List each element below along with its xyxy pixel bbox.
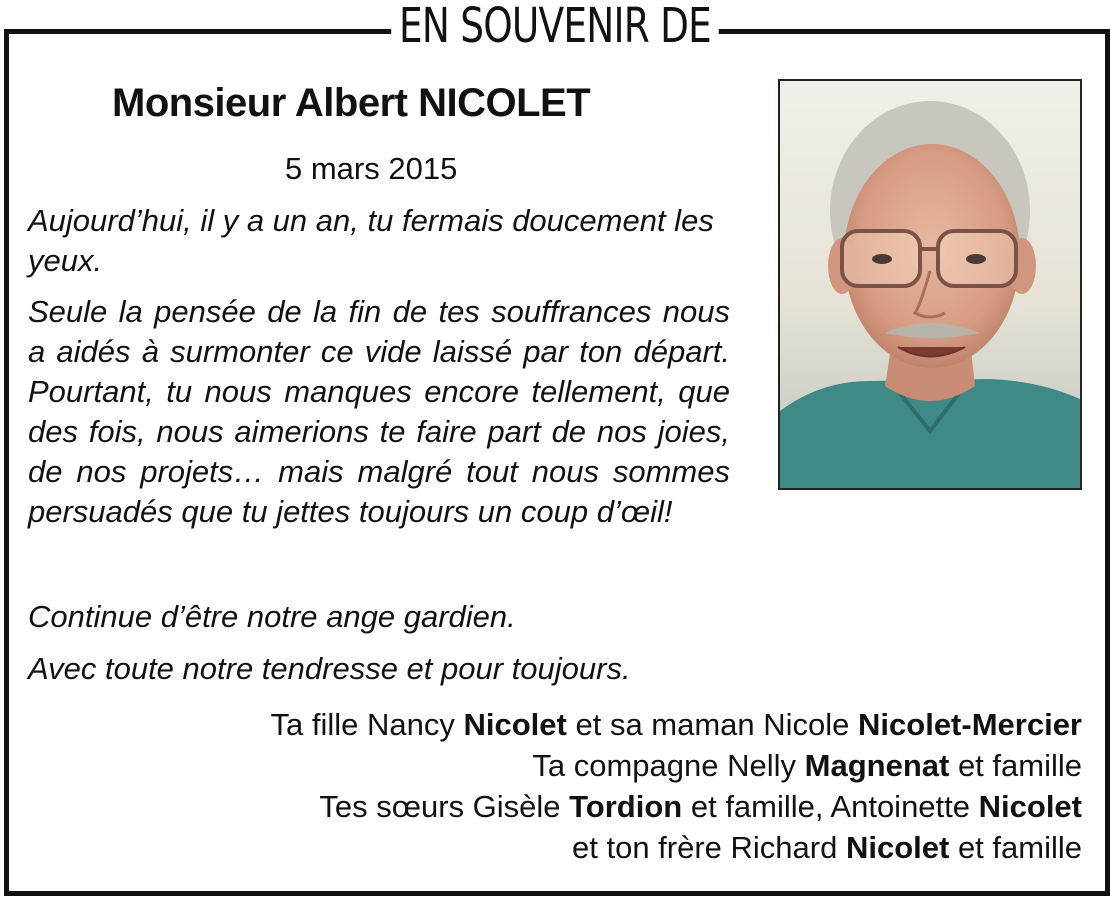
signature-line-3: Tes sœurs Gisèle Tordion et famille, Antoinette Nicolet [319, 789, 1082, 824]
signature-line-1: Ta fille Nancy Nicolet et sa maman Nicole Nicolet-Mercier [270, 707, 1082, 742]
signature-line-4: et ton frère Richard Nicolet et famille [572, 830, 1082, 865]
portrait-photo [778, 79, 1082, 490]
paragraph-2: Seule la pensée de la fin de tes souffrances nous a aidés à surmonter ce vide laissé par ton départ. Pourtant, tu nous manques encore tellement, que des fois, nous aimerions te faire part de nos joies, de nos projets… mais malgré tout nous sommes persuadés que tu jettes toujours un coup d’œil! [28, 294, 730, 529]
signatures [271, 704, 1082, 868]
signature-line-2: Ta compagne Nelly Magnenat et famille [532, 748, 1082, 783]
notice-heading: EN SOUVENIR DE [391, 0, 719, 54]
heading-wrap [0, 0, 1110, 54]
paragraph-4: Avec toute notre tendresse et pour toujours. [28, 651, 631, 686]
deceased-name: Monsieur Albert NICOLET [112, 81, 591, 125]
paragraph-3: Continue d’être notre ange gardien. [28, 599, 516, 634]
paragraph-1: Aujourd’hui, il y a un an, tu fermais doucement les yeux. [28, 203, 714, 278]
anniversary-date: 5 mars 2015 [285, 151, 458, 186]
